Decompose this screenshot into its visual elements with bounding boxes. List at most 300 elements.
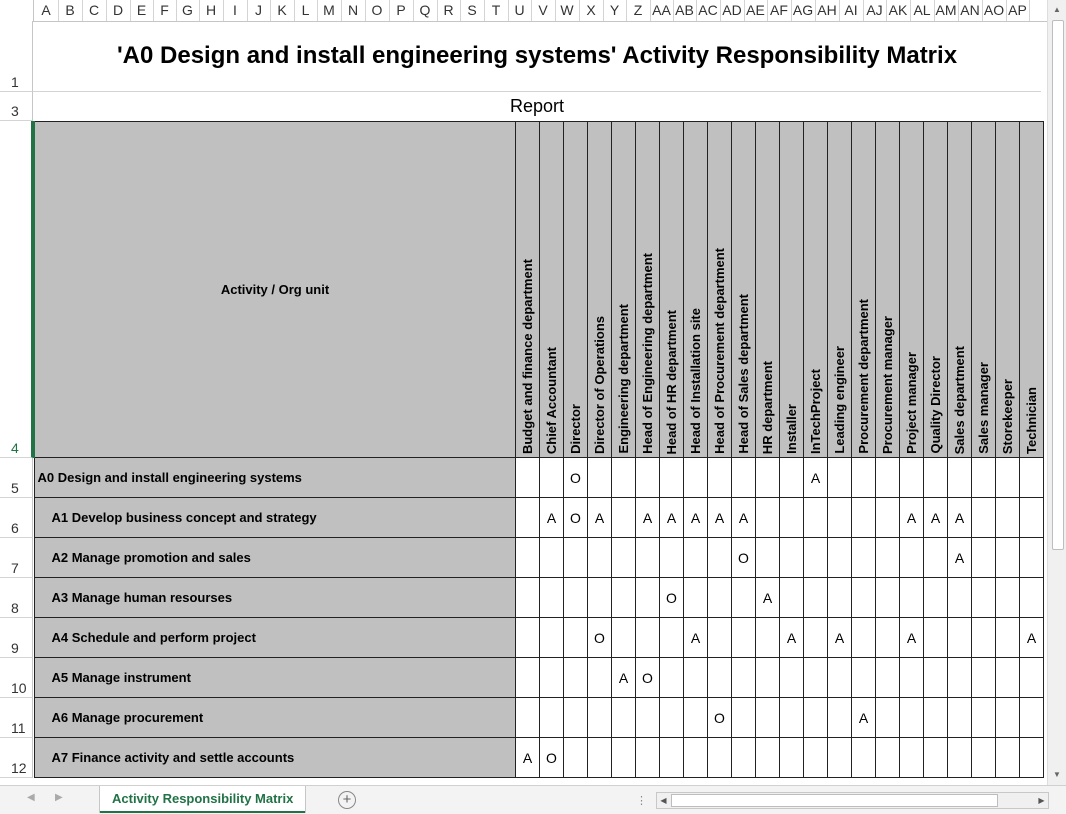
- responsibility-cell[interactable]: [900, 458, 924, 498]
- responsibility-cell[interactable]: [996, 698, 1020, 738]
- responsibility-cell[interactable]: [876, 618, 900, 658]
- responsibility-cell[interactable]: [996, 738, 1020, 778]
- responsibility-cell[interactable]: [660, 618, 684, 658]
- org-unit-header[interactable]: [564, 122, 588, 458]
- activity-row: [34, 498, 1044, 538]
- row-number: 1: [11, 74, 19, 90]
- responsibility-cell[interactable]: [780, 538, 804, 578]
- responsibility-cell[interactable]: [708, 538, 732, 578]
- responsibility-cell[interactable]: A: [948, 538, 972, 578]
- column-header[interactable]: U: [508, 0, 532, 21]
- responsibility-cell[interactable]: A: [684, 618, 708, 658]
- responsibility-cell[interactable]: A: [612, 658, 636, 698]
- responsibility-cell[interactable]: [948, 658, 972, 698]
- column-header[interactable]: AC: [696, 0, 721, 21]
- responsibility-cell[interactable]: [588, 698, 612, 738]
- responsibility-cell[interactable]: [972, 618, 996, 658]
- responsibility-cell[interactable]: [708, 618, 732, 658]
- responsibility-cell[interactable]: [996, 658, 1020, 698]
- responsibility-cell[interactable]: A: [540, 498, 564, 538]
- responsibility-cell[interactable]: [996, 498, 1020, 538]
- responsibility-cell[interactable]: [660, 738, 684, 778]
- responsibility-cell[interactable]: [732, 738, 756, 778]
- scroll-right-icon[interactable]: ▶: [1038, 796, 1045, 805]
- responsibility-cell[interactable]: [708, 578, 732, 618]
- activity-name[interactable]: A4 Schedule and perform project: [34, 618, 516, 658]
- responsibility-cell[interactable]: [516, 658, 540, 698]
- row-number: 6: [11, 520, 19, 536]
- responsibility-cell[interactable]: [948, 618, 972, 658]
- responsibility-cell[interactable]: [756, 458, 780, 498]
- responsibility-cell[interactable]: [924, 458, 948, 498]
- column-header[interactable]: G: [176, 0, 200, 21]
- responsibility-cell[interactable]: [972, 658, 996, 698]
- responsibility-cell[interactable]: [612, 578, 636, 618]
- sheet-tab-activity-responsibility-matrix[interactable]: Activity Responsibility Matrix: [100, 786, 305, 813]
- responsibility-cell[interactable]: A: [900, 498, 924, 538]
- row-number: 3: [11, 103, 19, 119]
- responsibility-cell[interactable]: [540, 578, 564, 618]
- responsibility-cell[interactable]: [972, 738, 996, 778]
- responsibility-cell[interactable]: [852, 578, 876, 618]
- responsibility-cell[interactable]: [516, 538, 540, 578]
- column-header[interactable]: AB: [673, 0, 697, 21]
- responsibility-cell[interactable]: [612, 538, 636, 578]
- responsibility-cell[interactable]: [804, 578, 828, 618]
- row-header[interactable]: [0, 498, 33, 538]
- column-header[interactable]: AM: [934, 0, 959, 21]
- responsibility-cell[interactable]: O: [732, 538, 756, 578]
- org-unit-header[interactable]: [636, 122, 660, 458]
- responsibility-cell[interactable]: A: [732, 498, 756, 538]
- responsibility-cell[interactable]: [516, 498, 540, 538]
- responsibility-cell[interactable]: A: [588, 498, 612, 538]
- responsibility-cell[interactable]: [636, 738, 660, 778]
- responsibility-cell[interactable]: [516, 698, 540, 738]
- responsibility-cell[interactable]: [684, 698, 708, 738]
- responsibility-cell[interactable]: A: [924, 498, 948, 538]
- activity-row: [34, 578, 1044, 618]
- responsibility-cell[interactable]: [900, 698, 924, 738]
- responsibility-cell[interactable]: [636, 618, 660, 658]
- responsibility-cell[interactable]: A: [948, 498, 972, 538]
- responsibility-cell[interactable]: [1020, 458, 1044, 498]
- column-header[interactable]: J: [247, 0, 271, 21]
- responsibility-cell[interactable]: [588, 538, 612, 578]
- responsibility-cell[interactable]: [756, 498, 780, 538]
- column-header[interactable]: AG: [791, 0, 816, 21]
- org-unit-header[interactable]: [516, 122, 540, 458]
- responsibility-cell[interactable]: [660, 538, 684, 578]
- responsibility-cell[interactable]: [828, 578, 852, 618]
- responsibility-cell[interactable]: [828, 698, 852, 738]
- next-sheet-icon[interactable]: ▶: [55, 792, 63, 803]
- row-header[interactable]: [0, 21, 33, 92]
- org-unit-header[interactable]: [588, 122, 612, 458]
- responsibility-cell[interactable]: [516, 578, 540, 618]
- column-header[interactable]: AL: [910, 0, 935, 21]
- column-header[interactable]: R: [437, 0, 461, 21]
- responsibility-cell[interactable]: [564, 698, 588, 738]
- vertical-scrollbar[interactable]: [1047, 0, 1066, 785]
- responsibility-cell[interactable]: [540, 658, 564, 698]
- org-unit-header[interactable]: [828, 122, 852, 458]
- responsibility-cell[interactable]: [876, 538, 900, 578]
- responsibility-cell[interactable]: [996, 538, 1020, 578]
- responsibility-cell[interactable]: [684, 538, 708, 578]
- responsibility-cell[interactable]: [852, 498, 876, 538]
- responsibility-cell[interactable]: [804, 498, 828, 538]
- responsibility-cell[interactable]: O: [588, 618, 612, 658]
- column-header[interactable]: AJ: [863, 0, 887, 21]
- activity-row: [34, 658, 1044, 698]
- add-sheet-icon[interactable]: +: [338, 791, 356, 809]
- responsibility-cell[interactable]: O: [636, 658, 660, 698]
- responsibility-cell[interactable]: [1020, 698, 1044, 738]
- responsibility-cell[interactable]: [900, 578, 924, 618]
- responsibility-cell[interactable]: O: [564, 458, 588, 498]
- org-unit-header[interactable]: [804, 122, 828, 458]
- org-unit-header[interactable]: [708, 122, 732, 458]
- org-unit-label: Procurement manager: [880, 316, 895, 454]
- org-unit-header[interactable]: [996, 122, 1020, 458]
- column-header[interactable]: K: [270, 0, 295, 21]
- row-header[interactable]: [0, 92, 33, 121]
- activity-name[interactable]: A6 Manage procurement: [34, 698, 516, 738]
- org-unit-header[interactable]: [948, 122, 972, 458]
- column-header[interactable]: AI: [839, 0, 864, 21]
- org-unit-header[interactable]: [756, 122, 780, 458]
- responsibility-cell[interactable]: [1020, 498, 1044, 538]
- responsibility-cell[interactable]: [1020, 538, 1044, 578]
- column-header[interactable]: AE: [744, 0, 768, 21]
- responsibility-cell[interactable]: A: [828, 618, 852, 658]
- responsibility-cell[interactable]: [612, 698, 636, 738]
- responsibility-cell[interactable]: [612, 618, 636, 658]
- row-number: 4: [11, 440, 19, 456]
- responsibility-cell[interactable]: [564, 738, 588, 778]
- responsibility-cell[interactable]: [636, 538, 660, 578]
- activity-org-unit-header[interactable]: Activity / Org unit: [34, 122, 516, 458]
- responsibility-cell[interactable]: [924, 538, 948, 578]
- org-unit-label: Director: [568, 404, 583, 454]
- responsibility-cell[interactable]: [588, 578, 612, 618]
- responsibility-cell[interactable]: [948, 458, 972, 498]
- row-number: 8: [11, 600, 19, 616]
- responsibility-cell[interactable]: [1020, 738, 1044, 778]
- responsibility-cell[interactable]: [540, 618, 564, 658]
- responsibility-cell[interactable]: [612, 458, 636, 498]
- responsibility-cell[interactable]: [756, 618, 780, 658]
- row-number: 7: [11, 560, 19, 576]
- responsibility-cell[interactable]: [588, 458, 612, 498]
- column-header[interactable]: V: [531, 0, 556, 21]
- responsibility-cell[interactable]: O: [540, 738, 564, 778]
- responsibility-cell[interactable]: [828, 538, 852, 578]
- responsibility-cell[interactable]: [564, 578, 588, 618]
- responsibility-cell[interactable]: [708, 738, 732, 778]
- column-header[interactable]: AN: [958, 0, 983, 21]
- responsibility-cell[interactable]: [876, 738, 900, 778]
- org-unit-header[interactable]: [924, 122, 948, 458]
- report-label[interactable]: Report: [509, 96, 565, 116]
- org-unit-header[interactable]: [660, 122, 684, 458]
- responsibility-cell[interactable]: [636, 698, 660, 738]
- responsibility-cell[interactable]: [780, 578, 804, 618]
- responsibility-cell[interactable]: [564, 658, 588, 698]
- activity-name[interactable]: A3 Manage human resourses: [34, 578, 516, 618]
- responsibility-cell[interactable]: [852, 658, 876, 698]
- responsibility-cell[interactable]: [924, 698, 948, 738]
- org-unit-header[interactable]: [876, 122, 900, 458]
- responsibility-cell[interactable]: [924, 658, 948, 698]
- responsibility-cell[interactable]: [708, 658, 732, 698]
- column-header[interactable]: X: [579, 0, 604, 21]
- column-header[interactable]: Z: [626, 0, 651, 21]
- activity-row: [34, 538, 1044, 578]
- activity-row: [34, 698, 1044, 738]
- tab-splitter-icon[interactable]: ⋮: [636, 795, 648, 807]
- horizontal-scroll-thumb[interactable]: [671, 794, 998, 807]
- responsibility-cell[interactable]: [876, 498, 900, 538]
- row-header[interactable]: [0, 618, 33, 658]
- column-header[interactable]: H: [199, 0, 224, 21]
- responsibility-cell[interactable]: [780, 498, 804, 538]
- column-header[interactable]: AA: [650, 0, 674, 21]
- responsibility-matrix: [33, 121, 1044, 778]
- responsibility-cell[interactable]: [684, 458, 708, 498]
- column-header[interactable]: N: [341, 0, 366, 21]
- column-header[interactable]: T: [484, 0, 509, 21]
- column-header[interactable]: AP: [1006, 0, 1030, 21]
- responsibility-cell[interactable]: A: [900, 618, 924, 658]
- responsibility-cell[interactable]: [900, 538, 924, 578]
- responsibility-cell[interactable]: [564, 618, 588, 658]
- org-unit-header[interactable]: [612, 122, 636, 458]
- responsibility-cell[interactable]: [1020, 658, 1044, 698]
- column-header[interactable]: AF: [767, 0, 792, 21]
- responsibility-cell[interactable]: [516, 458, 540, 498]
- column-header[interactable]: Y: [603, 0, 627, 21]
- org-unit-header[interactable]: [684, 122, 708, 458]
- column-header[interactable]: A: [34, 0, 59, 21]
- responsibility-cell[interactable]: [564, 538, 588, 578]
- responsibility-cell[interactable]: [516, 618, 540, 658]
- row-header[interactable]: [0, 658, 33, 698]
- responsibility-cell[interactable]: [804, 738, 828, 778]
- responsibility-cell[interactable]: [756, 658, 780, 698]
- row-header[interactable]: [0, 121, 33, 458]
- responsibility-cell[interactable]: [684, 658, 708, 698]
- responsibility-cell[interactable]: [924, 578, 948, 618]
- responsibility-cell[interactable]: [540, 538, 564, 578]
- responsibility-cell[interactable]: O: [564, 498, 588, 538]
- responsibility-cell[interactable]: [828, 738, 852, 778]
- responsibility-cell[interactable]: A: [684, 498, 708, 538]
- responsibility-cell[interactable]: [852, 618, 876, 658]
- responsibility-cell[interactable]: [612, 738, 636, 778]
- org-unit-header[interactable]: [852, 122, 876, 458]
- org-unit-label: Procurement department: [856, 299, 871, 454]
- responsibility-cell[interactable]: [780, 698, 804, 738]
- column-headers: [0, 0, 1048, 22]
- row-number: 11: [11, 720, 26, 736]
- row-header[interactable]: [0, 538, 33, 578]
- responsibility-cell[interactable]: [756, 538, 780, 578]
- responsibility-cell[interactable]: [948, 738, 972, 778]
- responsibility-cell[interactable]: [924, 618, 948, 658]
- responsibility-cell[interactable]: [636, 578, 660, 618]
- responsibility-cell[interactable]: [948, 698, 972, 738]
- org-unit-header[interactable]: [972, 122, 996, 458]
- responsibility-cell[interactable]: O: [660, 578, 684, 618]
- responsibility-cell[interactable]: [1020, 578, 1044, 618]
- responsibility-cell[interactable]: A: [852, 698, 876, 738]
- responsibility-cell[interactable]: [540, 698, 564, 738]
- row-header[interactable]: [0, 578, 33, 618]
- responsibility-cell[interactable]: [804, 538, 828, 578]
- column-header[interactable]: AK: [886, 0, 911, 21]
- responsibility-cell[interactable]: [852, 538, 876, 578]
- org-unit-label: Head of Engineering department: [640, 253, 655, 454]
- responsibility-cell[interactable]: [660, 458, 684, 498]
- responsibility-cell[interactable]: [900, 658, 924, 698]
- responsibility-cell[interactable]: A: [756, 578, 780, 618]
- responsibility-cell[interactable]: [732, 618, 756, 658]
- responsibility-cell[interactable]: [828, 458, 852, 498]
- responsibility-cell[interactable]: [828, 658, 852, 698]
- column-header[interactable]: I: [223, 0, 248, 21]
- responsibility-cell[interactable]: [924, 738, 948, 778]
- select-all-corner[interactable]: [0, 0, 34, 21]
- responsibility-cell[interactable]: [972, 698, 996, 738]
- org-unit-label: Director of Operations: [592, 316, 607, 454]
- responsibility-cell[interactable]: [876, 458, 900, 498]
- column-header[interactable]: AO: [982, 0, 1007, 21]
- responsibility-cell[interactable]: [876, 658, 900, 698]
- responsibility-cell[interactable]: [996, 578, 1020, 618]
- responsibility-cell[interactable]: [996, 618, 1020, 658]
- responsibility-cell[interactable]: [732, 578, 756, 618]
- scroll-down-icon[interactable]: ▼: [1053, 770, 1061, 779]
- horizontal-scrollbar[interactable]: [656, 792, 1049, 809]
- responsibility-cell[interactable]: [972, 458, 996, 498]
- row-number: 10: [11, 680, 27, 696]
- activity-name[interactable]: A5 Manage instrument: [34, 658, 516, 698]
- column-header[interactable]: C: [82, 0, 107, 21]
- responsibility-cell[interactable]: [588, 738, 612, 778]
- scroll-left-icon[interactable]: ◀: [660, 796, 667, 805]
- org-unit-label: InTechProject: [808, 368, 823, 454]
- responsibility-cell[interactable]: [684, 578, 708, 618]
- responsibility-cell[interactable]: [780, 738, 804, 778]
- responsibility-cell[interactable]: [972, 538, 996, 578]
- responsibility-cell[interactable]: [876, 578, 900, 618]
- responsibility-cell[interactable]: [852, 738, 876, 778]
- column-header[interactable]: F: [153, 0, 177, 21]
- column-header[interactable]: B: [58, 0, 83, 21]
- org-unit-header[interactable]: [732, 122, 756, 458]
- responsibility-cell[interactable]: [756, 738, 780, 778]
- responsibility-cell[interactable]: [804, 698, 828, 738]
- org-unit-header[interactable]: [900, 122, 924, 458]
- column-header[interactable]: M: [317, 0, 342, 21]
- row-header[interactable]: [0, 458, 33, 498]
- prev-sheet-icon[interactable]: ◀: [27, 792, 35, 803]
- responsibility-cell[interactable]: [804, 658, 828, 698]
- scroll-up-icon[interactable]: ▲: [1053, 5, 1061, 14]
- responsibility-cell[interactable]: [732, 458, 756, 498]
- column-header[interactable]: D: [106, 0, 131, 21]
- responsibility-cell[interactable]: A: [636, 498, 660, 538]
- responsibility-cell[interactable]: [948, 578, 972, 618]
- responsibility-cell[interactable]: [708, 458, 732, 498]
- activity-name[interactable]: A7 Finance activity and settle accounts: [34, 738, 516, 778]
- responsibility-cell[interactable]: [852, 458, 876, 498]
- responsibility-cell[interactable]: [756, 698, 780, 738]
- responsibility-cell[interactable]: [588, 658, 612, 698]
- responsibility-cell[interactable]: O: [708, 698, 732, 738]
- responsibility-cell[interactable]: A: [780, 618, 804, 658]
- org-unit-label: Sales manager: [976, 362, 991, 454]
- responsibility-cell[interactable]: [684, 738, 708, 778]
- column-header[interactable]: O: [365, 0, 390, 21]
- row-header[interactable]: [0, 738, 33, 778]
- responsibility-cell[interactable]: A: [804, 458, 828, 498]
- responsibility-cell[interactable]: [660, 698, 684, 738]
- responsibility-cell[interactable]: [780, 458, 804, 498]
- org-unit-label: Head of HR department: [664, 309, 679, 454]
- responsibility-cell[interactable]: A: [516, 738, 540, 778]
- activity-name[interactable]: A0 Design and install engineering systems: [34, 458, 516, 498]
- page-title[interactable]: 'A0 Design and install engineering systems' Activity Responsibility Matrix: [33, 21, 1041, 92]
- responsibility-cell[interactable]: [828, 498, 852, 538]
- responsibility-cell[interactable]: [996, 458, 1020, 498]
- responsibility-cell[interactable]: [900, 738, 924, 778]
- responsibility-cell[interactable]: [780, 658, 804, 698]
- column-header[interactable]: AD: [720, 0, 745, 21]
- responsibility-cell[interactable]: [612, 498, 636, 538]
- responsibility-cell[interactable]: A: [1020, 618, 1044, 658]
- org-unit-header[interactable]: [1020, 122, 1044, 458]
- responsibility-cell[interactable]: [732, 698, 756, 738]
- column-header[interactable]: E: [130, 0, 154, 21]
- column-header[interactable]: P: [389, 0, 414, 21]
- column-header[interactable]: L: [294, 0, 318, 21]
- responsibility-cell[interactable]: A: [708, 498, 732, 538]
- org-unit-header[interactable]: [540, 122, 564, 458]
- responsibility-cell[interactable]: A: [660, 498, 684, 538]
- responsibility-cell[interactable]: [876, 698, 900, 738]
- vertical-scroll-thumb[interactable]: [1052, 20, 1064, 550]
- row-number: 9: [11, 640, 19, 656]
- responsibility-cell[interactable]: [732, 658, 756, 698]
- row-header[interactable]: [0, 698, 33, 738]
- responsibility-cell[interactable]: [972, 578, 996, 618]
- column-header[interactable]: Q: [413, 0, 438, 21]
- activity-name[interactable]: A1 Develop business concept and strategy: [34, 498, 516, 538]
- responsibility-cell[interactable]: [540, 458, 564, 498]
- column-header[interactable]: AH: [815, 0, 840, 21]
- responsibility-cell[interactable]: [972, 498, 996, 538]
- responsibility-cell[interactable]: [804, 618, 828, 658]
- column-header[interactable]: S: [460, 0, 485, 21]
- activity-name[interactable]: A2 Manage promotion and sales: [34, 538, 516, 578]
- org-unit-header[interactable]: [780, 122, 804, 458]
- responsibility-cell[interactable]: [660, 658, 684, 698]
- responsibility-cell[interactable]: [636, 458, 660, 498]
- column-header[interactable]: W: [555, 0, 580, 21]
